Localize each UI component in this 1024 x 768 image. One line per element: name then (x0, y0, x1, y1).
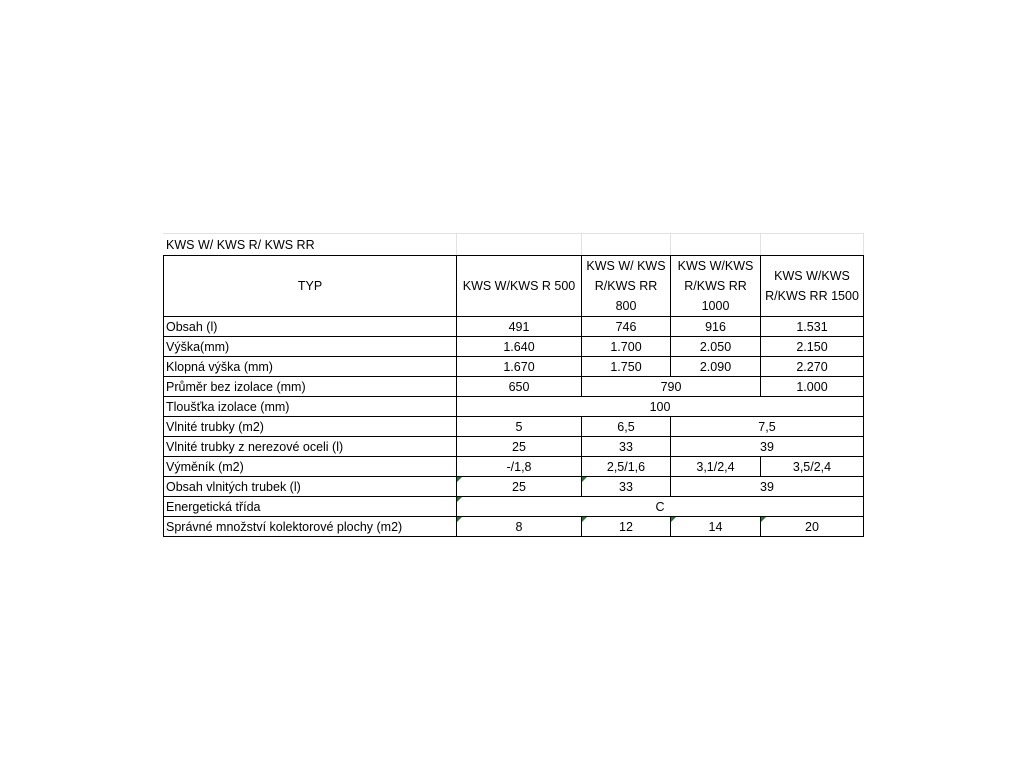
table-row (164, 457, 864, 477)
row-label[interactable]: Obsah (l) (164, 317, 457, 337)
table-row (164, 357, 864, 377)
table-cell[interactable]: 33 (582, 437, 671, 457)
table-row (164, 397, 864, 417)
title-row (163, 233, 864, 255)
table-cell[interactable]: 12 (582, 517, 671, 537)
table-cell[interactable]: 3,5/2,4 (761, 457, 864, 477)
table-cell[interactable]: 1.531 (761, 317, 864, 337)
comment-marker-icon (457, 497, 462, 502)
merged-cell[interactable]: C (457, 497, 864, 517)
table-cell[interactable]: 1.700 (582, 337, 671, 357)
spec-table (163, 255, 864, 537)
table-cell[interactable]: 1.670 (457, 357, 582, 377)
merged-cell[interactable]: 100 (457, 397, 864, 417)
table-row (164, 317, 864, 337)
table-row (164, 337, 864, 357)
row-label[interactable]: Správné množství kolektorové plochy (m2) (164, 517, 457, 537)
table-cell[interactable]: 1.000 (761, 377, 864, 397)
table-cell[interactable]: 2.090 (671, 357, 761, 377)
table-cell[interactable]: 33 (582, 477, 671, 497)
table-cell[interactable]: 2.270 (761, 357, 864, 377)
table-row (164, 417, 864, 437)
table-row (164, 377, 864, 397)
table-cell[interactable]: 25 (457, 477, 582, 497)
table-row (164, 477, 864, 497)
table-cell[interactable]: 916 (671, 317, 761, 337)
table-cell[interactable]: 2.150 (761, 337, 864, 357)
gridline (456, 234, 457, 255)
row-label[interactable]: Vlnité trubky (m2) (164, 417, 457, 437)
row-label[interactable]: Vlnité trubky z nerezové oceli (l) (164, 437, 457, 457)
table-cell[interactable]: 746 (582, 317, 671, 337)
table-cell[interactable]: -/1,8 (457, 457, 582, 477)
row-label[interactable]: Energetická třída (164, 497, 457, 517)
merged-cell[interactable]: 790 (582, 377, 761, 397)
gridline (863, 234, 864, 255)
comment-marker-icon (457, 477, 462, 482)
comment-marker-icon (671, 517, 676, 522)
table-cell[interactable]: 1.640 (457, 337, 582, 357)
comment-marker-icon (761, 517, 766, 522)
comment-marker-icon (582, 477, 587, 482)
table-cell[interactable]: 491 (457, 317, 582, 337)
header-col-800[interactable]: KWS W/ KWS R/KWS RR 800 (582, 256, 671, 317)
comment-marker-icon (582, 517, 587, 522)
header-typ[interactable]: TYP (164, 256, 457, 317)
row-label[interactable]: Průměr bez izolace (mm) (164, 377, 457, 397)
row-label[interactable]: Tloušťka izolace (mm) (164, 397, 457, 417)
comment-marker-icon (457, 517, 462, 522)
table-cell[interactable]: 2,5/1,6 (582, 457, 671, 477)
table-cell[interactable]: 5 (457, 417, 582, 437)
row-label[interactable]: Výška(mm) (164, 337, 457, 357)
table-cell[interactable]: 20 (761, 517, 864, 537)
gridline (581, 234, 582, 255)
header-col-500[interactable]: KWS W/KWS R 500 (457, 256, 582, 317)
table-cell[interactable]: 6,5 (582, 417, 671, 437)
spreadsheet-area (163, 233, 864, 537)
table-cell[interactable]: 650 (457, 377, 582, 397)
row-label[interactable]: Výměník (m2) (164, 457, 457, 477)
table-cell[interactable]: 25 (457, 437, 582, 457)
header-col-1500[interactable]: KWS W/KWS R/KWS RR 1500 (761, 256, 864, 317)
table-cell[interactable]: 1.750 (582, 357, 671, 377)
row-label[interactable]: Obsah vlnitých trubek (l) (164, 477, 457, 497)
table-row (164, 437, 864, 457)
table-row (164, 497, 864, 517)
sheet-title[interactable]: KWS W/ KWS R/ KWS RR (166, 238, 315, 252)
table-header-row (164, 256, 864, 317)
table-cell[interactable]: 8 (457, 517, 582, 537)
gridline (670, 234, 671, 255)
table-row (164, 517, 864, 537)
merged-cell[interactable]: 39 (671, 437, 864, 457)
table-cell[interactable]: 14 (671, 517, 761, 537)
merged-cell[interactable]: 7,5 (671, 417, 864, 437)
merged-cell[interactable]: 39 (671, 477, 864, 497)
table-cell[interactable]: 3,1/2,4 (671, 457, 761, 477)
header-col-1000[interactable]: KWS W/KWS R/KWS RR 1000 (671, 256, 761, 317)
table-cell[interactable]: 2.050 (671, 337, 761, 357)
gridline (760, 234, 761, 255)
row-label[interactable]: Klopná výška (mm) (164, 357, 457, 377)
